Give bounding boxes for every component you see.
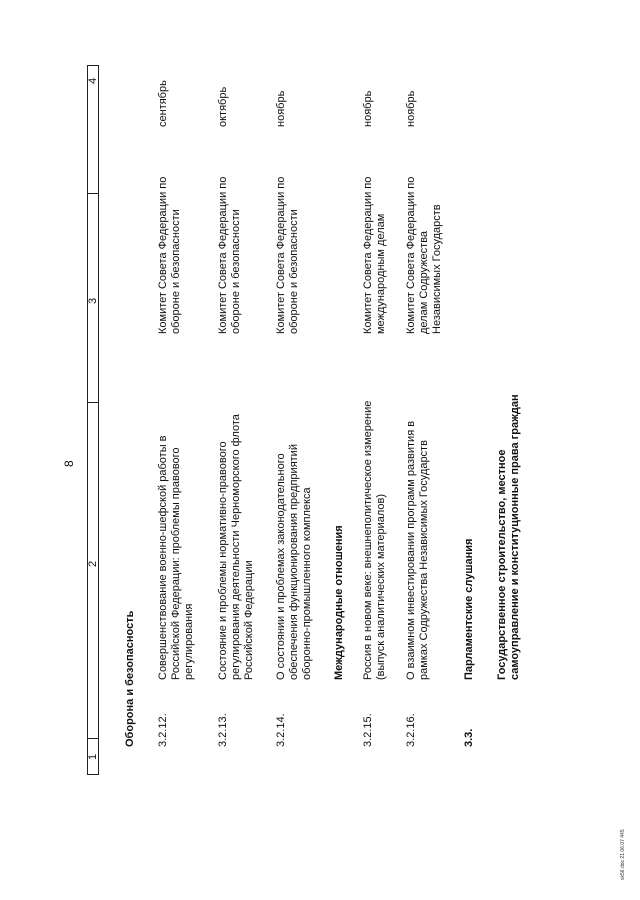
row-number: 3.2.12.	[157, 713, 169, 747]
row-title: Совершенствование военно-шефской работы в Российской Федерации: проблемы правового регулирования	[157, 435, 195, 680]
column-number-1: 1	[87, 753, 99, 760]
footer-file-mark: sk56.doc 21.06.07 445	[620, 829, 626, 880]
column-number-2: 2	[87, 560, 99, 567]
row-title: Состояние и проблемы нормативно-правового регулирования деятельности Черноморского флота Российской Федерации	[217, 414, 255, 680]
column-number-3: 3	[87, 297, 99, 304]
row-committee: Комитет Совета Федерации по обороне и безопасности	[157, 176, 182, 334]
row-number: 3.2.15.	[362, 713, 374, 747]
section-heading-state-building: Государственное строительство, местное самоуправление и конституционные права граждан	[496, 394, 521, 680]
row-committee: Комитет Совета Федерации по международным делам	[362, 176, 387, 334]
row-committee: Комитет Совета Федерации по обороне и безопасности	[217, 176, 242, 334]
row-month: октябрь	[217, 86, 229, 127]
section-number-hearings: 3.3.	[463, 728, 475, 747]
page-number: 8	[62, 460, 76, 467]
row-number: 3.2.14.	[275, 713, 287, 747]
row-number: 3.2.13.	[217, 713, 229, 747]
row-committee: Комитет Совета Федерации по делам Содружества Независимых Государств	[405, 176, 443, 334]
section-heading-international: Международные отношения	[333, 525, 345, 680]
row-month: ноябрь	[275, 90, 287, 127]
section-heading-hearings: Парламентские слушания	[463, 538, 475, 680]
column-divider	[88, 402, 98, 403]
column-header-table	[87, 65, 99, 775]
row-month: ноябрь	[362, 90, 374, 127]
row-committee: Комитет Совета Федерации по обороне и безопасности	[275, 176, 300, 334]
row-number: 3.2.16.	[405, 713, 417, 747]
section-heading-defense: Оборона и безопасность	[124, 610, 136, 747]
row-title: О состоянии и проблемах законодательного обеспечения функционирования предприятий оборонно-промышленного комплекса	[275, 444, 313, 680]
row-month: сентябрь	[157, 80, 169, 127]
row-title: Россия в новом веке: внешнеполитическое измерение (выпуск аналитических материалов)	[362, 400, 387, 680]
column-divider	[88, 193, 98, 194]
row-month: ноябрь	[405, 90, 417, 127]
column-divider	[88, 738, 98, 739]
column-number-4: 4	[87, 77, 99, 84]
row-title: О взаимном инвестировании программ развития в рамках Содружества Независимых Государств	[405, 420, 430, 680]
